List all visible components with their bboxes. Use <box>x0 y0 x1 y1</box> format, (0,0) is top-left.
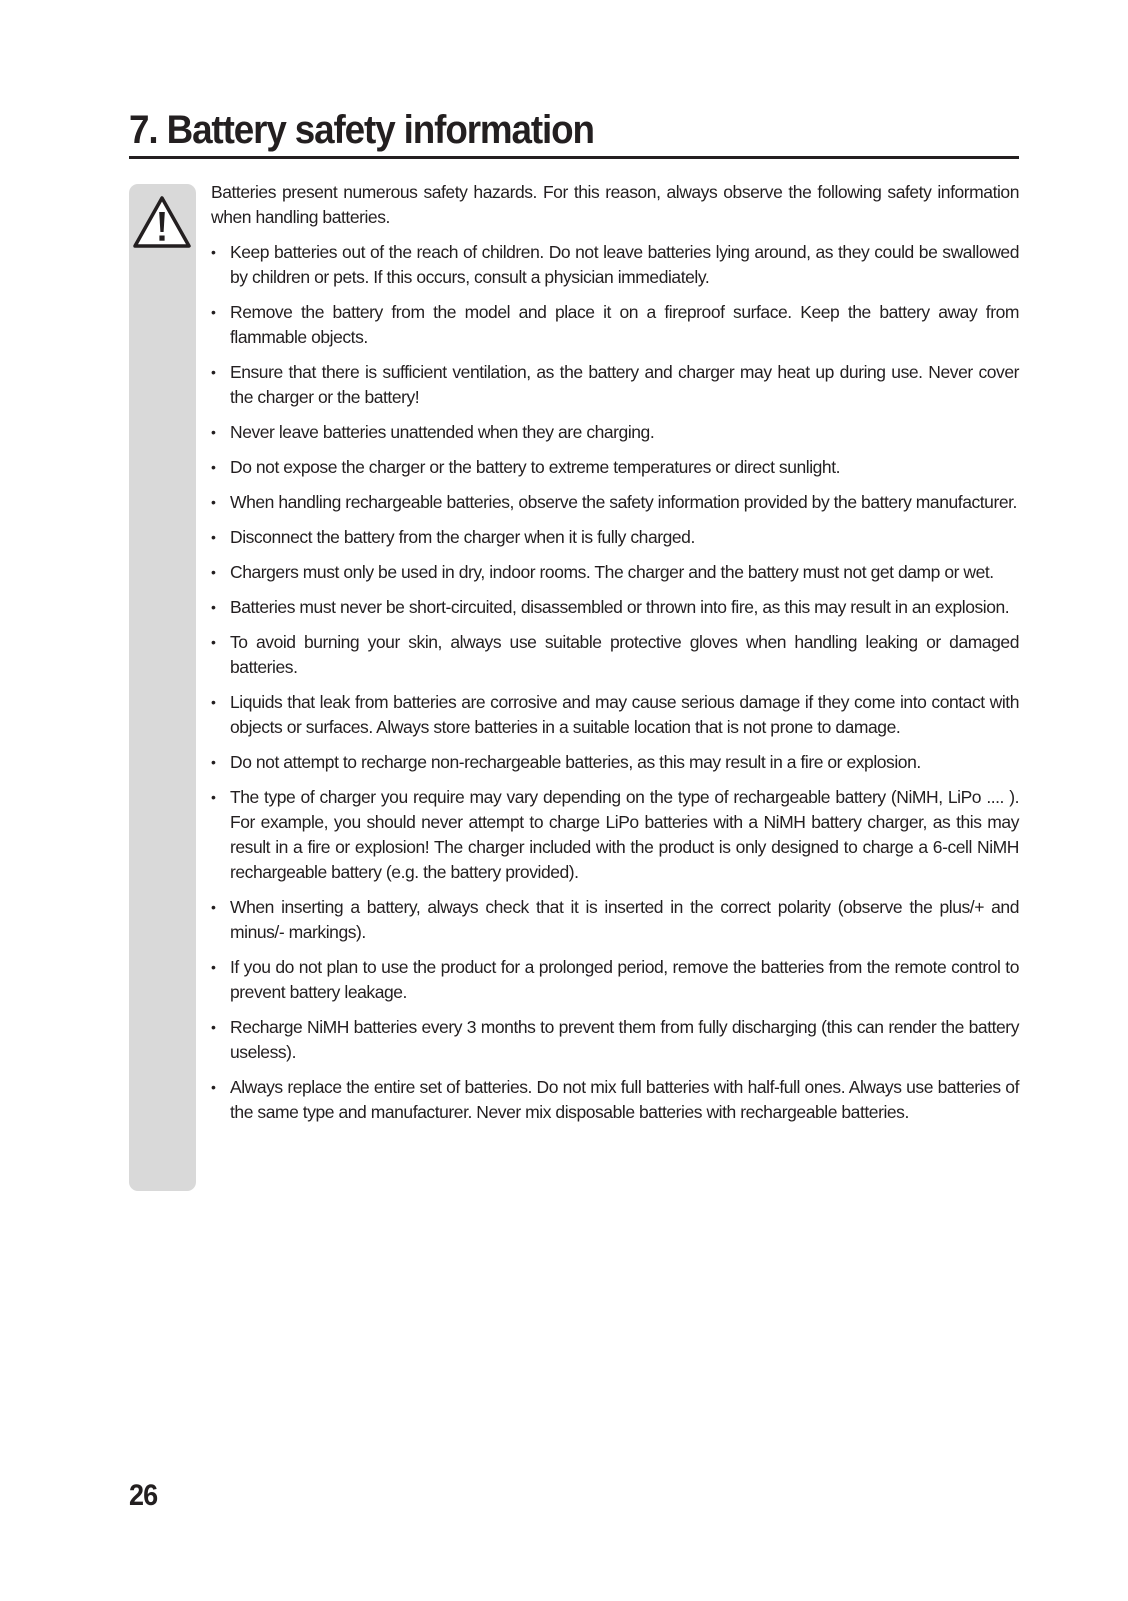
page-title: 7. Battery safety information <box>129 108 594 152</box>
list-item: • Disconnect the battery from the charger when it is fully charged. <box>211 525 1019 550</box>
list-item: • Chargers must only be used in dry, indoor rooms. The charger and the battery must not get damp or wet. <box>211 560 1019 585</box>
list-item: • Liquids that leak from batteries are corrosive and may cause serious damage if they come into contact with objects or surfaces. Always store batteries in a suitable location that is not prone to damage. <box>211 690 1019 740</box>
list-item: • Keep batteries out of the reach of children. Do not leave batteries lying around, as they could be swallowed by children or pets. If this occurs, consult a physician immediately. <box>211 240 1019 290</box>
list-item: • To avoid burning your skin, always use suitable protective gloves when handling leaking or damaged batteries. <box>211 630 1019 680</box>
list-item: • Batteries must never be short-circuited, disassembled or thrown into fire, as this may result in an explosion. <box>211 595 1019 620</box>
list-item: • Recharge NiMH batteries every 3 months to prevent them from fully discharging (this can render the battery useless). <box>211 1015 1019 1065</box>
list-item: • Always replace the entire set of batteries. Do not mix full batteries with half-full ones. Always use batteries of the same type and manufacturer. Never mix disposable batteries with rechargeable batteries. <box>211 1075 1019 1125</box>
list-item: • When handling rechargeable batteries, observe the safety information provided by the battery manufacturer. <box>211 490 1019 515</box>
list-item: • Remove the battery from the model and place it on a fireproof surface. Keep the battery away from flammable objects. <box>211 300 1019 350</box>
page-number: 26 <box>129 1479 158 1512</box>
warning-sidebar <box>129 184 196 1191</box>
list-item: • The type of charger you require may vary depending on the type of rechargeable battery (NiMH, LiPo .... ). For example, you should never attempt to charge LiPo batteries with a NiMH battery charger, as this may result in a fire or explosion! The charger included with the product is only designed to charge a 6-cell NiMH rechargeable battery (e.g. the battery provided). <box>211 785 1019 885</box>
list-item: • When inserting a battery, always check that it is inserted in the correct polarity (observe the plus/+ and minus/- markings). <box>211 895 1019 945</box>
list-item: • Do not attempt to recharge non-rechargeable batteries, as this may result in a fire or explosion. <box>211 750 1019 775</box>
list-item: • If you do not plan to use the product for a prolonged period, remove the batteries from the remote control to prevent battery leakage. <box>211 955 1019 1005</box>
safety-content <box>211 180 1019 1135</box>
list-item: • Do not expose the charger or the battery to extreme temperatures or direct sunlight. <box>211 455 1019 480</box>
safety-list <box>211 240 1019 1125</box>
title-divider <box>129 156 1019 159</box>
list-item: • Ensure that there is sufficient ventilation, as the battery and charger may heat up during use. Never cover the charger or the battery! <box>211 360 1019 410</box>
warning-triangle-icon <box>131 193 193 251</box>
list-item: • Never leave batteries unattended when they are charging. <box>211 420 1019 445</box>
intro-text: Batteries present numerous safety hazards. For this reason, always observe the following safety information when handling batteries. <box>211 182 1019 227</box>
